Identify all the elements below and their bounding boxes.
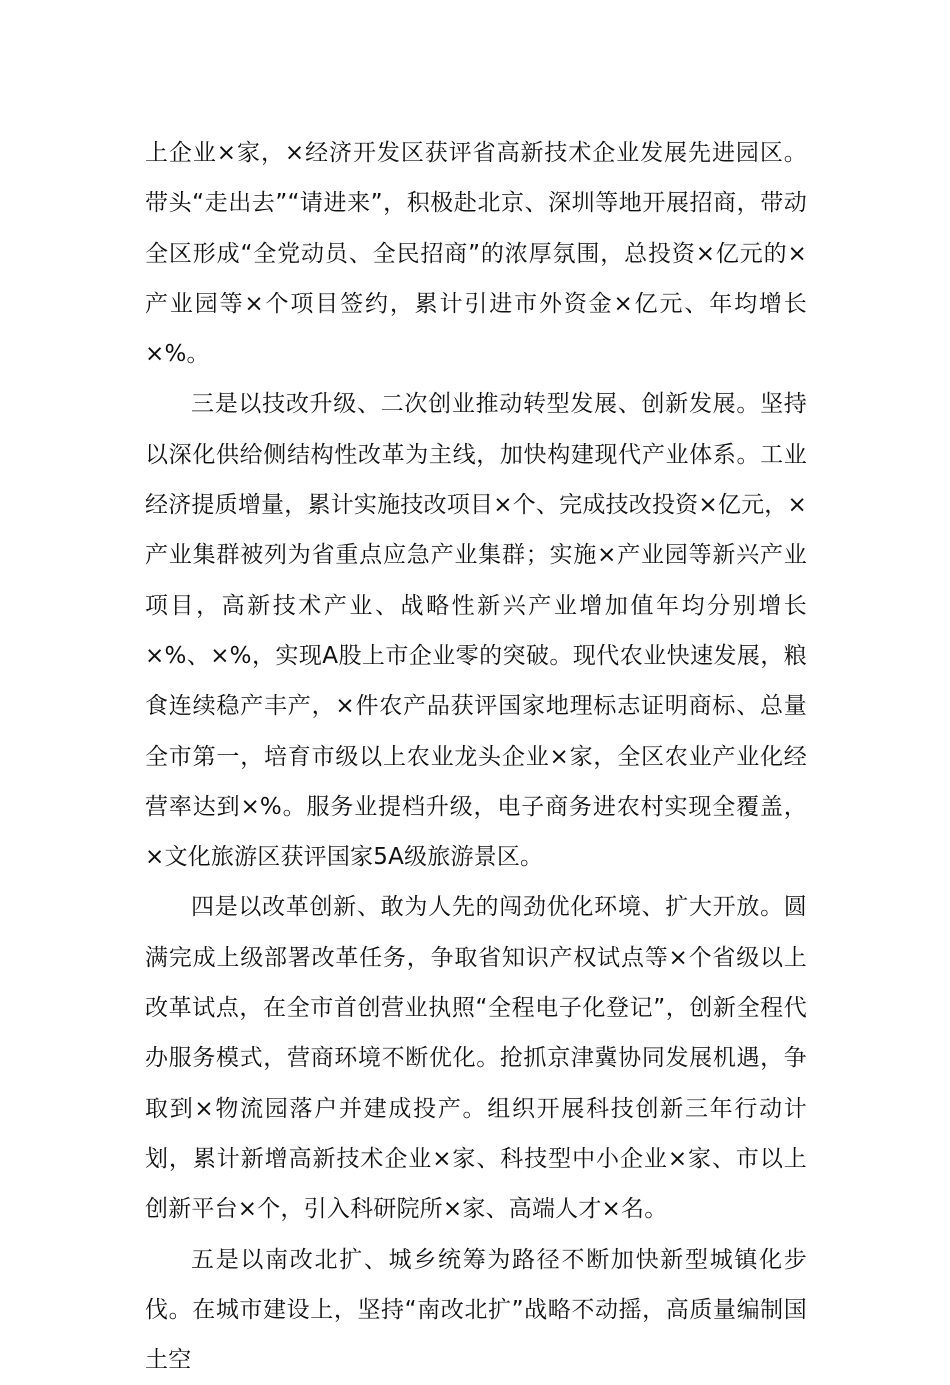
paragraph-1: 上企业×家，×经济开发区获评省高新技术企业发展先进园区。带头“走出去”“请进来”，积极赴北京、深圳等地开展招商，带动全区形成“全党动员、全民招商”的浓厚氛围，总投资×亿元的×产业园等×个项目签约，累计引进市外资金×亿元、年均增长×%。	[145, 140, 807, 368]
paragraph-2: 三是以技改升级、二次创业推动转型发展、创新发展。坚持以深化供给侧结构性改革为主线，加快构建现代产业体系。工业经济提质增量，累计实施技改项目×个、完成技改投资×亿元，×产业集群被列为省重点应急产业集群；实施×产业园等新兴产业项目，高新技术产业、战略性新兴产业增加值年均分别增长×%、×%，实现A股上市企业零的突破。现代农业快速发展，粮食连续稳产丰产，×件农产品获评国家地理标志证明商标、总量全市第一，培育市级以上农业龙头企业×家，全区农业产业化经营率达到×%。服务业提档升级，电子商务进农村实现全覆盖，×文化旅游区获评国家5A级旅游景区。	[145, 391, 807, 871]
paragraph-4: 五是以南改北扩、城乡统筹为路径不断加快新型城镇化步伐。在城市建设上，坚持“南改北扩”战略不动摇，高质量编制国土空	[145, 1246, 807, 1374]
paragraph-3: 四是以改革创新、敢为人先的闯劲优化环境、扩大开放。圆满完成上级部署改革任务，争取省知识产权试点等×个省级以上改革试点，在全市首创营业执照“全程电子化登记”，创新全程代办服务模式，营商环境不断优化。抢抓京津冀协同发展机遇，争取到×物流园落户并建成投产。组织开展科技创新三年行动计划，累计新增高新技术企业×家、科技型中小企业×家、市以上创新平台×个，引入科研院所×家、高端人才×名。	[145, 894, 807, 1223]
document-page	[145, 128, 807, 1385]
